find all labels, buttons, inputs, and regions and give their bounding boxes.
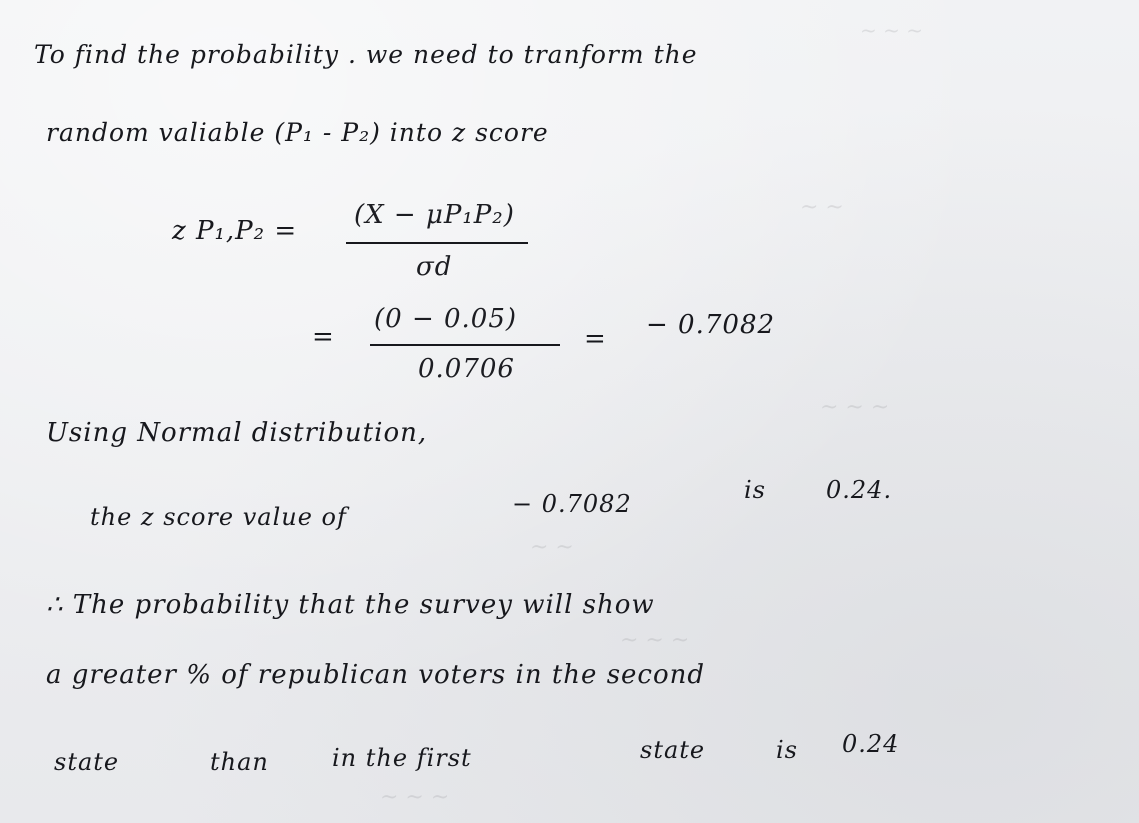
bleed-through-texture: ~ ~ ~: [820, 395, 890, 420]
z-score-value: − 0.7082: [512, 490, 632, 518]
bleed-through-texture: ~ ~: [800, 195, 844, 220]
conclusion-line-3-state: state: [54, 748, 120, 776]
formula-numerator: (X − μP₁P₂): [354, 200, 515, 230]
fraction-bar: [370, 344, 560, 346]
bleed-through-texture: ~ ~: [530, 535, 574, 560]
probability-value: 0.24.: [826, 476, 893, 504]
z-score-is: is: [744, 476, 766, 504]
formula-fraction-1: [346, 200, 546, 300]
bleed-through-texture: ~ ~ ~: [620, 628, 690, 653]
bleed-through-texture: ~ ~ ~: [380, 785, 450, 810]
formula-result: − 0.7082: [646, 310, 776, 340]
formula-denominator: σd: [416, 252, 453, 282]
formula-lhs: z P₁,P₂ =: [172, 216, 298, 246]
fraction-bar: [346, 242, 528, 244]
conclusion-line-3-than: than: [210, 748, 269, 776]
intro-line-2: random valiable (P₁ - P₂) into z score: [46, 118, 549, 147]
formula-denominator-2: 0.0706: [418, 354, 515, 384]
conclusion-line-3-is: is: [776, 736, 798, 764]
intro-line-1: To find the probability . we need to tranform the: [34, 40, 698, 69]
bleed-through-texture: ~ ~ ~: [860, 18, 923, 42]
conclusion-line-1: ∴ The probability that the survey will show: [46, 590, 655, 620]
conclusion-line-3-state2: state: [640, 736, 706, 764]
formula-numerator-2: (0 − 0.05): [374, 304, 518, 334]
z-score-text: the z score value of: [90, 503, 347, 531]
formula-equals-2: =: [312, 322, 335, 352]
formula-equals-3: =: [584, 324, 607, 354]
formula-fraction-2: [370, 304, 570, 394]
normal-distribution-heading: Using Normal distribution,: [46, 418, 428, 448]
conclusion-line-3-first: in the first: [332, 744, 472, 772]
conclusion-line-2: a greater % of republican voters in the second: [46, 660, 706, 690]
final-probability: 0.24: [842, 730, 900, 758]
